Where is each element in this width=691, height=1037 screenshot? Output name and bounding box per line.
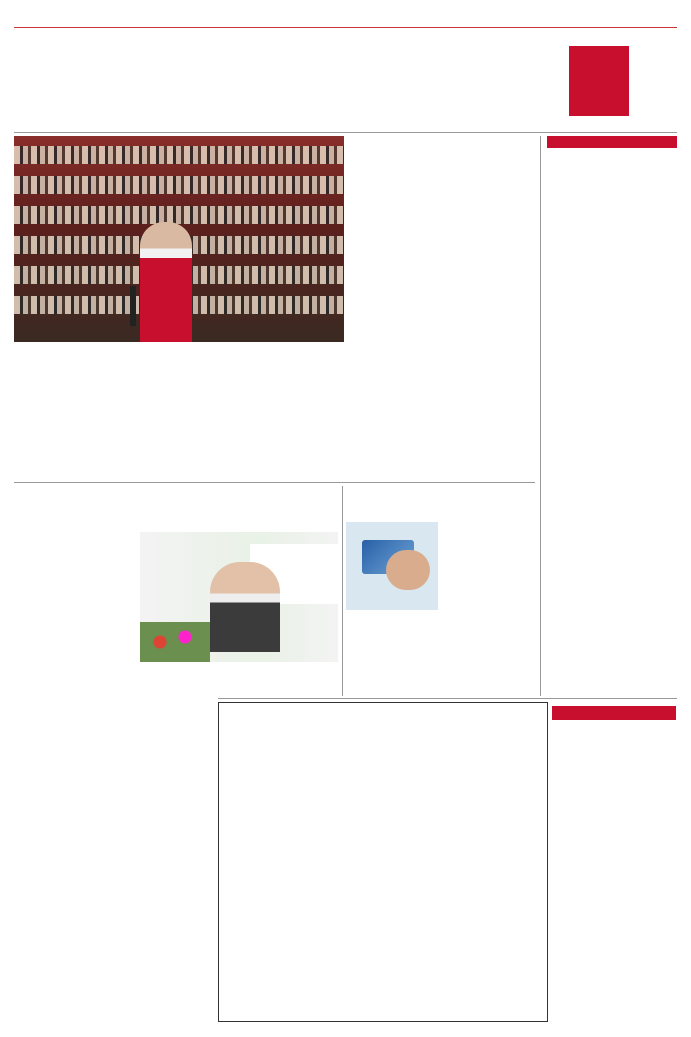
main-story-photo — [14, 136, 344, 342]
card-column-rule — [342, 486, 343, 696]
school-column-rule — [540, 136, 541, 696]
parl-story-col-2 — [140, 666, 216, 1022]
parl-story-photo — [140, 532, 338, 662]
parl-story-col-3 — [220, 666, 340, 698]
page-number — [637, 46, 677, 90]
card-story-photo — [346, 522, 438, 610]
crossword-grid — [218, 702, 548, 1022]
school-section-bar — [547, 136, 677, 148]
main-divider — [14, 482, 535, 483]
top-divider — [14, 132, 677, 133]
crossword-row-numbers — [549, 717, 559, 1017]
masthead-logo — [569, 46, 629, 116]
card-story-body-2 — [346, 614, 438, 694]
parl-story-col-1 — [14, 532, 136, 1022]
main-story-col-1 — [441, 200, 531, 480]
card-story-body — [439, 522, 531, 692]
main-kicker — [411, 136, 531, 146]
issue-strip — [14, 14, 677, 28]
logo-brand — [569, 50, 629, 64]
crossword-column-numbers — [233, 705, 543, 715]
top-story-col-2 — [281, 64, 401, 128]
top-story-col-3 — [14, 46, 274, 128]
bottom-divider — [218, 698, 677, 699]
main-story-col-2 — [343, 200, 435, 480]
top-story-lead — [411, 64, 561, 128]
crossword-cells — [233, 717, 543, 1017]
main-story-col-3 — [14, 346, 344, 480]
crossword-title — [552, 706, 676, 720]
parl-kicker — [259, 486, 339, 496]
school-story-body — [545, 198, 677, 688]
